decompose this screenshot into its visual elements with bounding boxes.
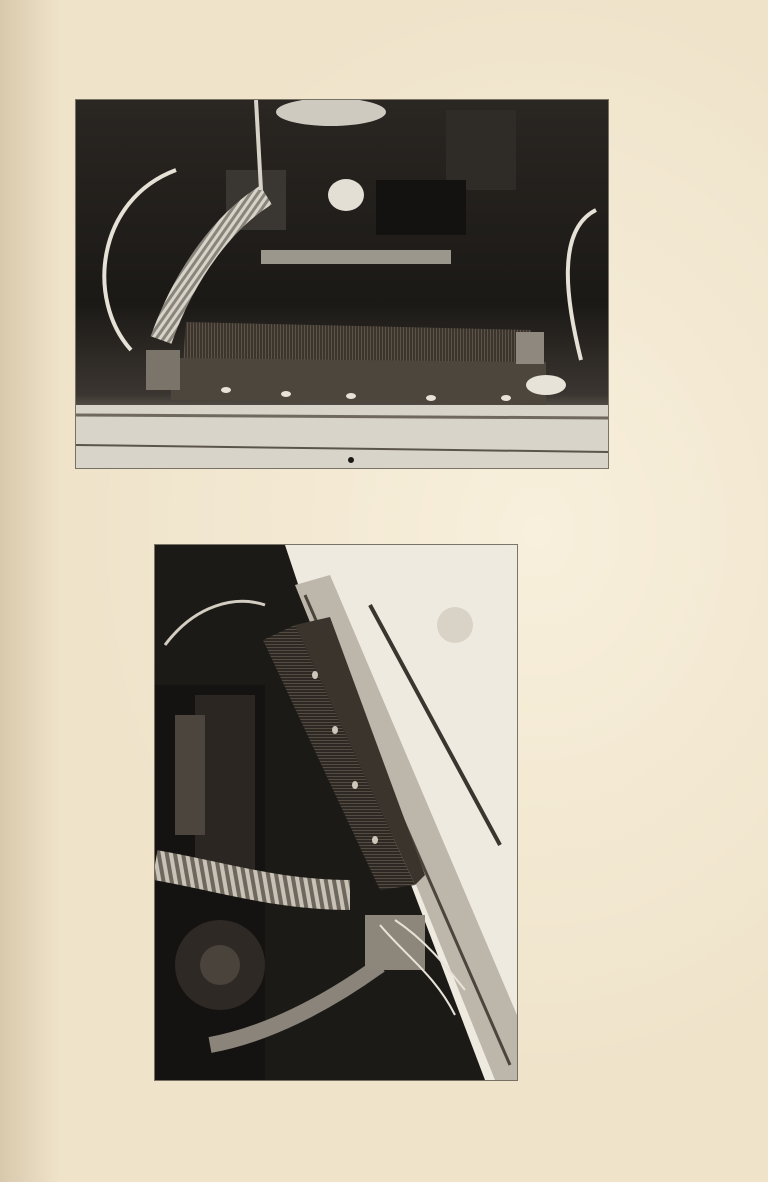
radiator-photo-bottom bbox=[155, 545, 517, 1080]
engine-bay-photo-top bbox=[76, 100, 608, 468]
